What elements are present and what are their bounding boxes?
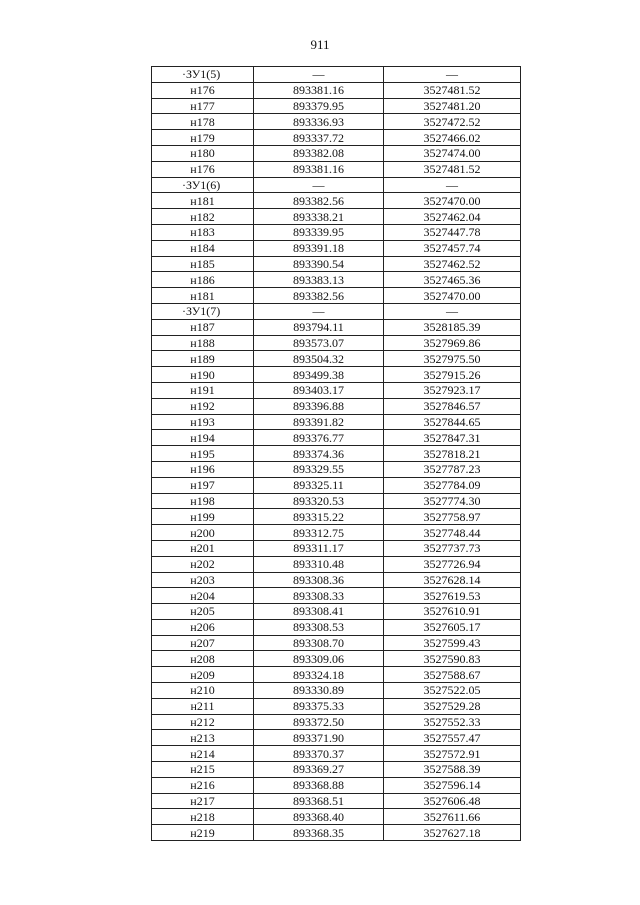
y-coordinate-cell: 3527462.52	[384, 256, 521, 272]
point-id-cell: н195	[152, 446, 254, 462]
table-row	[152, 130, 521, 146]
x-coordinate-cell: —	[254, 303, 384, 319]
point-id-cell: н210	[152, 683, 254, 699]
y-coordinate-cell: —	[384, 177, 521, 193]
table-row	[152, 351, 521, 367]
table-row	[152, 746, 521, 762]
y-coordinate-cell: 3527481.20	[384, 98, 521, 114]
point-id-cell: н201	[152, 540, 254, 556]
y-coordinate-cell: 3527572.91	[384, 746, 521, 762]
section-header-row	[152, 177, 521, 193]
x-coordinate-cell: 893379.95	[254, 98, 384, 114]
y-coordinate-cell: 3527758.97	[384, 509, 521, 525]
point-id-cell: н183	[152, 224, 254, 240]
x-coordinate-cell: 893382.56	[254, 193, 384, 209]
x-coordinate-cell: 893325.11	[254, 477, 384, 493]
y-coordinate-cell: 3527557.47	[384, 730, 521, 746]
x-coordinate-cell: 893312.75	[254, 525, 384, 541]
x-coordinate-cell: 893336.93	[254, 114, 384, 130]
table-row	[152, 825, 521, 841]
x-coordinate-cell: 893338.21	[254, 209, 384, 225]
y-coordinate-cell: 3528185.39	[384, 319, 521, 335]
y-coordinate-cell: 3527481.52	[384, 161, 521, 177]
x-coordinate-cell: 893368.51	[254, 793, 384, 809]
point-id-cell: н188	[152, 335, 254, 351]
x-coordinate-cell: 893370.37	[254, 746, 384, 762]
x-coordinate-cell: 893315.22	[254, 509, 384, 525]
x-coordinate-cell: 893329.55	[254, 461, 384, 477]
x-coordinate-cell: 893383.13	[254, 272, 384, 288]
table-row	[152, 540, 521, 556]
y-coordinate-cell: 3527726.94	[384, 556, 521, 572]
table-row	[152, 414, 521, 430]
point-id-cell: н218	[152, 809, 254, 825]
x-coordinate-cell: 893381.16	[254, 82, 384, 98]
y-coordinate-cell: —	[384, 67, 521, 83]
point-id-cell: н198	[152, 493, 254, 509]
point-id-cell: н208	[152, 651, 254, 667]
y-coordinate-cell: 3527606.48	[384, 793, 521, 809]
x-coordinate-cell: 893376.77	[254, 430, 384, 446]
x-coordinate-cell: 893337.72	[254, 130, 384, 146]
point-id-cell: н214	[152, 746, 254, 762]
y-coordinate-cell: 3527774.30	[384, 493, 521, 509]
point-id-cell: н216	[152, 777, 254, 793]
x-coordinate-cell: 893382.08	[254, 145, 384, 161]
point-id-cell: н176	[152, 82, 254, 98]
x-coordinate-cell: 893368.35	[254, 825, 384, 841]
y-coordinate-cell: 3527975.50	[384, 351, 521, 367]
x-coordinate-cell: 893308.53	[254, 619, 384, 635]
y-coordinate-cell: 3527596.14	[384, 777, 521, 793]
x-coordinate-cell: 893308.70	[254, 635, 384, 651]
point-id-cell: н219	[152, 825, 254, 841]
y-coordinate-cell: 3527481.52	[384, 82, 521, 98]
point-id-cell: н181	[152, 193, 254, 209]
table-row	[152, 509, 521, 525]
table-row	[152, 82, 521, 98]
table-row	[152, 619, 521, 635]
point-id-cell: н187	[152, 319, 254, 335]
point-id-cell: н190	[152, 367, 254, 383]
point-id-cell: н177	[152, 98, 254, 114]
point-id-cell: н212	[152, 714, 254, 730]
point-id-cell: н193	[152, 414, 254, 430]
x-coordinate-cell: —	[254, 177, 384, 193]
table-row	[152, 240, 521, 256]
y-coordinate-cell: 3527588.39	[384, 762, 521, 778]
point-id-cell: н211	[152, 698, 254, 714]
table-row	[152, 588, 521, 604]
x-coordinate-cell: 893382.56	[254, 288, 384, 304]
x-coordinate-cell: 893324.18	[254, 667, 384, 683]
table-row	[152, 667, 521, 683]
point-id-cell: н191	[152, 382, 254, 398]
y-coordinate-cell: 3527462.04	[384, 209, 521, 225]
table-row	[152, 493, 521, 509]
table-row	[152, 288, 521, 304]
point-id-cell: н217	[152, 793, 254, 809]
x-coordinate-cell: 893310.48	[254, 556, 384, 572]
point-id-cell: н213	[152, 730, 254, 746]
y-coordinate-cell: 3527610.91	[384, 604, 521, 620]
y-coordinate-cell: 3527737.73	[384, 540, 521, 556]
point-id-cell: н204	[152, 588, 254, 604]
x-coordinate-cell: 893311.17	[254, 540, 384, 556]
y-coordinate-cell: 3527923.17	[384, 382, 521, 398]
point-id-cell: н186	[152, 272, 254, 288]
x-coordinate-cell: 893330.89	[254, 683, 384, 699]
y-coordinate-cell: 3527466.02	[384, 130, 521, 146]
x-coordinate-cell: 893573.07	[254, 335, 384, 351]
y-coordinate-cell: 3527588.67	[384, 667, 521, 683]
point-id-cell: ·ЗУ1(5)	[152, 67, 254, 83]
table-row	[152, 272, 521, 288]
x-coordinate-cell: 893499.38	[254, 367, 384, 383]
y-coordinate-cell: 3527627.18	[384, 825, 521, 841]
x-coordinate-cell: 893339.95	[254, 224, 384, 240]
table-row	[152, 793, 521, 809]
y-coordinate-cell: 3527818.21	[384, 446, 521, 462]
x-coordinate-cell: 893309.06	[254, 651, 384, 667]
x-coordinate-cell: 893308.33	[254, 588, 384, 604]
table-row	[152, 335, 521, 351]
x-coordinate-cell: 893390.54	[254, 256, 384, 272]
table-row	[152, 446, 521, 462]
point-id-cell: н206	[152, 619, 254, 635]
table-row	[152, 98, 521, 114]
table-row	[152, 319, 521, 335]
y-coordinate-cell: 3527915.26	[384, 367, 521, 383]
table-row	[152, 730, 521, 746]
x-coordinate-cell: 893396.88	[254, 398, 384, 414]
y-coordinate-cell: 3527847.31	[384, 430, 521, 446]
x-coordinate-cell: 893381.16	[254, 161, 384, 177]
point-id-cell: н202	[152, 556, 254, 572]
table-row	[152, 556, 521, 572]
point-id-cell: н203	[152, 572, 254, 588]
y-coordinate-cell: 3527748.44	[384, 525, 521, 541]
y-coordinate-cell: 3527447.78	[384, 224, 521, 240]
x-coordinate-cell: 893308.41	[254, 604, 384, 620]
y-coordinate-cell: 3527628.14	[384, 572, 521, 588]
table-row	[152, 635, 521, 651]
point-id-cell: ·ЗУ1(6)	[152, 177, 254, 193]
y-coordinate-cell: 3527784.09	[384, 477, 521, 493]
table-row	[152, 398, 521, 414]
y-coordinate-cell: 3527474.00	[384, 145, 521, 161]
point-id-cell: н192	[152, 398, 254, 414]
y-coordinate-cell: 3527470.00	[384, 193, 521, 209]
table-row	[152, 193, 521, 209]
point-id-cell: н205	[152, 604, 254, 620]
x-coordinate-cell: 893369.27	[254, 762, 384, 778]
point-id-cell: н184	[152, 240, 254, 256]
y-coordinate-cell: 3527470.00	[384, 288, 521, 304]
table-row	[152, 683, 521, 699]
coordinates-table	[151, 66, 521, 841]
table-row	[152, 651, 521, 667]
x-coordinate-cell: 893375.33	[254, 698, 384, 714]
table-row	[152, 809, 521, 825]
table-row	[152, 256, 521, 272]
table-row	[152, 224, 521, 240]
table-row	[152, 114, 521, 130]
y-coordinate-cell: 3527465.36	[384, 272, 521, 288]
y-coordinate-cell: 3527787.23	[384, 461, 521, 477]
x-coordinate-cell: 893504.32	[254, 351, 384, 367]
x-coordinate-cell: 893320.53	[254, 493, 384, 509]
y-coordinate-cell: 3527969.86	[384, 335, 521, 351]
x-coordinate-cell: 893368.40	[254, 809, 384, 825]
y-coordinate-cell: 3527605.17	[384, 619, 521, 635]
table-row	[152, 367, 521, 383]
y-coordinate-cell: —	[384, 303, 521, 319]
table-row	[152, 604, 521, 620]
table-row	[152, 430, 521, 446]
x-coordinate-cell: 893372.50	[254, 714, 384, 730]
table-row	[152, 714, 521, 730]
y-coordinate-cell: 3527611.66	[384, 809, 521, 825]
table-row	[152, 777, 521, 793]
point-id-cell: н182	[152, 209, 254, 225]
y-coordinate-cell: 3527846.57	[384, 398, 521, 414]
point-id-cell: н180	[152, 145, 254, 161]
table-row	[152, 572, 521, 588]
point-id-cell: н185	[152, 256, 254, 272]
section-header-row	[152, 303, 521, 319]
y-coordinate-cell: 3527472.52	[384, 114, 521, 130]
table-row	[152, 461, 521, 477]
y-coordinate-cell: 3527844.65	[384, 414, 521, 430]
point-id-cell: н196	[152, 461, 254, 477]
x-coordinate-cell: 893794.11	[254, 319, 384, 335]
point-id-cell: н178	[152, 114, 254, 130]
x-coordinate-cell: 893371.90	[254, 730, 384, 746]
table-row	[152, 382, 521, 398]
point-id-cell: н179	[152, 130, 254, 146]
y-coordinate-cell: 3527552.33	[384, 714, 521, 730]
point-id-cell: н181	[152, 288, 254, 304]
section-header-row	[152, 67, 521, 83]
table-row	[152, 145, 521, 161]
point-id-cell: н199	[152, 509, 254, 525]
page-number: 911	[310, 37, 330, 52]
table-row	[152, 525, 521, 541]
y-coordinate-cell: 3527457.74	[384, 240, 521, 256]
x-coordinate-cell: 893368.88	[254, 777, 384, 793]
point-id-cell: н207	[152, 635, 254, 651]
table-row	[152, 762, 521, 778]
point-id-cell: н189	[152, 351, 254, 367]
x-coordinate-cell: 893391.18	[254, 240, 384, 256]
point-id-cell: н200	[152, 525, 254, 541]
x-coordinate-cell: 893391.82	[254, 414, 384, 430]
point-id-cell: н194	[152, 430, 254, 446]
y-coordinate-cell: 3527590.83	[384, 651, 521, 667]
y-coordinate-cell: 3527599.43	[384, 635, 521, 651]
y-coordinate-cell: 3527522.05	[384, 683, 521, 699]
y-coordinate-cell: 3527529.28	[384, 698, 521, 714]
x-coordinate-cell: 893308.36	[254, 572, 384, 588]
table-row	[152, 698, 521, 714]
point-id-cell: н176	[152, 161, 254, 177]
coordinates-table-body	[152, 67, 521, 841]
x-coordinate-cell: —	[254, 67, 384, 83]
point-id-cell: н209	[152, 667, 254, 683]
table-row	[152, 477, 521, 493]
y-coordinate-cell: 3527619.53	[384, 588, 521, 604]
x-coordinate-cell: 893403.17	[254, 382, 384, 398]
table-row	[152, 161, 521, 177]
point-id-cell: н197	[152, 477, 254, 493]
point-id-cell: н215	[152, 762, 254, 778]
point-id-cell: ·ЗУ1(7)	[152, 303, 254, 319]
x-coordinate-cell: 893374.36	[254, 446, 384, 462]
table-row	[152, 209, 521, 225]
